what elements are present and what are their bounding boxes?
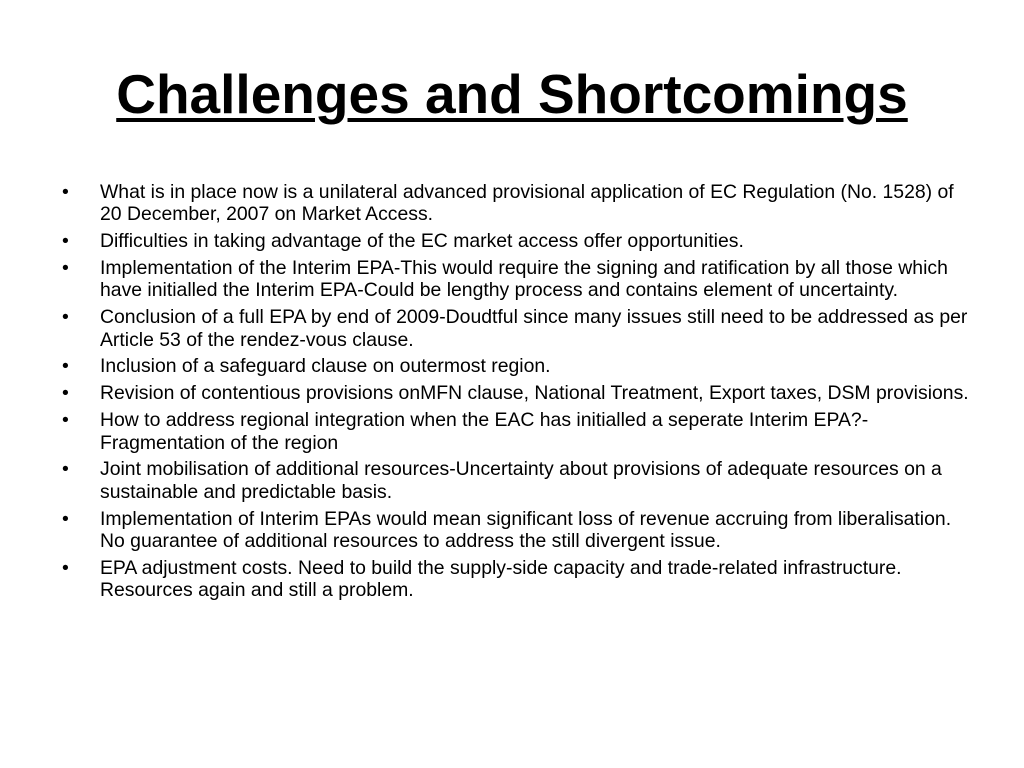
bullet-icon: • <box>62 257 69 280</box>
list-item <box>62 458 970 503</box>
bullet-text: Implementation of Interim EPAs would mean significant loss of revenue accruing from liberalisation. No guarantee of additional resources to address the still divergent issue. <box>100 507 952 552</box>
bullet-text: How to address regional integration when the EAC has initialled a seperate Interim EPA?-Fragmentation of the region <box>100 409 869 454</box>
bullet-icon: • <box>62 382 69 405</box>
list-item <box>62 382 970 404</box>
bullet-text: EPA adjustment costs. Need to build the supply-side capacity and trade-related infrastructure. Resources again and still a problem. <box>100 556 902 602</box>
list-item <box>62 355 970 377</box>
bullet-text: Revision of contentious provisions onMFN clause, National Treatment, Export taxes, DSM provisions. <box>100 382 969 405</box>
bullet-text: Implementation of the Interim EPA-This would require the signing and ratification by all those which have initialled the Interim EPA-Could be lengthy process and contains element of uncertainty. <box>100 257 948 302</box>
bullet-icon: • <box>62 458 69 481</box>
bullet-icon: • <box>62 230 69 253</box>
bullet-icon: • <box>62 181 69 203</box>
bullet-icon: • <box>62 507 69 530</box>
bullet-icon: • <box>62 556 69 579</box>
list-item <box>62 409 970 454</box>
bullet-text: Conclusion of a full EPA by end of 2009-Doudtful since many issues still need to be addressed as per Article 53 of the rendez-vous clause. <box>100 306 968 351</box>
list-item <box>62 508 970 553</box>
bullet-icon: • <box>62 409 69 432</box>
list-item <box>62 557 970 602</box>
list-item <box>62 306 970 351</box>
bullet-text: Difficulties in taking advantage of the EC market access offer opportunities. <box>100 230 744 253</box>
bullet-list <box>62 181 970 606</box>
list-item <box>62 257 970 302</box>
bullet-text: Joint mobilisation of additional resources-Uncertainty about provisions of adequate resources on a sustainable and predictable basis. <box>100 458 942 503</box>
slide-title: Challenges and Shortcomings <box>116 63 908 125</box>
bullet-text: Inclusion of a safeguard clause on outermost region. <box>100 355 551 378</box>
bullet-icon: • <box>62 306 69 329</box>
list-item <box>62 230 970 252</box>
bullet-text: What is in place now is a unilateral advanced provisional application of EC Regulation (No. 1528) of 20 December, 2007 on Market Access. <box>100 181 954 226</box>
bullet-icon: • <box>62 355 69 378</box>
list-item <box>62 181 970 226</box>
